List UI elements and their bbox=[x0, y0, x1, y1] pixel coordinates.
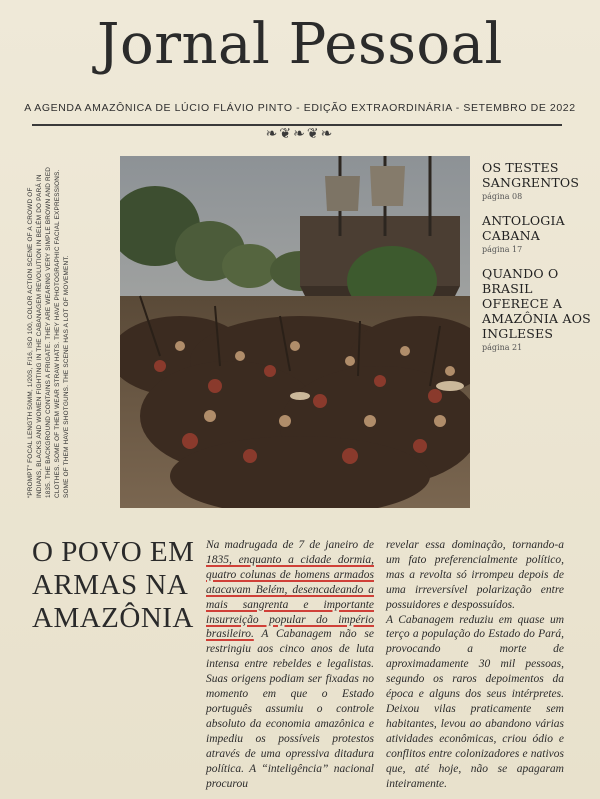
article-headline: O POVO EM ARMAS NA AMAZÔNIA bbox=[32, 536, 195, 634]
photo-caption: “PROMPT” FOCAL LENGTH 50MM, 1/20S, F/16, ISO 100, COLOR ACTION SCENE OF A CROWD OF INDIANS, BLACKS AND WOMEN FIGHTING IN THE CABANAGEM REVOLUTION IN BELÉM DO PARÁ IN 1835. THE BACKGROUND CONTAINS A FRIGATE. THEY ARE WEARING VERY SIMPLE BROWN AND RED CLOTHES. SOME OF THEM WEAR STRAW HATS. THEY HAVE PHOTOGRAPHIC FACIAL EXPRESSIONS. SOME OF THEM HAVE SHOTGUNS. THE SCENE HAS A LOT OF MOVEMENT. bbox=[27, 166, 70, 498]
ornament-divider-icon: ❧❦❧❦❧ bbox=[265, 126, 335, 142]
battle-scene-illustration bbox=[120, 156, 470, 508]
article-text: Na madrugada de 7 de janeiro de bbox=[206, 539, 374, 551]
newspaper-title: Jornal Pessoal bbox=[97, 12, 503, 77]
sidebar-item-title: OS TESTES SANGRENTOS bbox=[482, 160, 580, 190]
sidebar-item[interactable] bbox=[482, 213, 592, 254]
sidebar-contents bbox=[482, 160, 592, 364]
cover-photo bbox=[120, 156, 470, 508]
article-paragraph bbox=[206, 538, 374, 791]
sidebar-item-page: página 21 bbox=[482, 343, 523, 352]
sidebar-item[interactable] bbox=[482, 266, 592, 352]
highlighted-text: 1835, enquanto a cidade dormia, quatro colunas de homens armados atacavam Belém, desencadeando a mais sangrenta e importante insurreição popular do império brasileiro. bbox=[206, 553, 374, 641]
sidebar-item-page: página 17 bbox=[482, 245, 523, 254]
article-column-2 bbox=[386, 538, 564, 791]
article-text: A Cabanagem não se restringiu aos cinco anos de luta intensa entre rebeldes e legalistas. Suas origens podiam ser fixadas no momento em que o Estado português assumiu o controle absoluto da economia amazônica e impediu os possíveis protestos através de uma opressiva ditadura política. A “inteligência” nacional procurou bbox=[206, 628, 374, 790]
sidebar-item-page: página 08 bbox=[482, 192, 523, 201]
article-paragraph: revelar essa dominação, tornando-a um fato preferencialmente político, mas a revolta só irrompeu depois de uma irreversível polarização entre possuidores e despossuídos. bbox=[386, 539, 564, 611]
sidebar-item-title: QUANDO O BRASIL OFERECE A AMAZÔNIA AOS INGLESES bbox=[482, 266, 591, 341]
masthead-tagline: A AGENDA AMAZÔNICA DE LÚCIO FLÁVIO PINTO - EDIÇÃO EXTRAORDINÁRIA - SETEMBRO DE 2022 bbox=[24, 102, 576, 114]
masthead bbox=[0, 10, 600, 114]
article-paragraph: A Cabanagem reduziu em quase um terço a população do Estado do Pará, provocando a morte de aproximadamente 30 mil pessoas, segundo os raros depoimentos da época e alguns dos seus intérpretes. Deixou vilas praticamente sem habitantes, levou ao abandono várias atividades econômicas, criou ódio e conflitos entre colonizadores e nativos que, até hoje, não se apagaram inteiramente. bbox=[386, 613, 564, 790]
sidebar-item[interactable] bbox=[482, 160, 592, 201]
sidebar-item-title: ANTOLOGIA CABANA bbox=[482, 213, 565, 243]
article-column-1 bbox=[206, 538, 374, 791]
